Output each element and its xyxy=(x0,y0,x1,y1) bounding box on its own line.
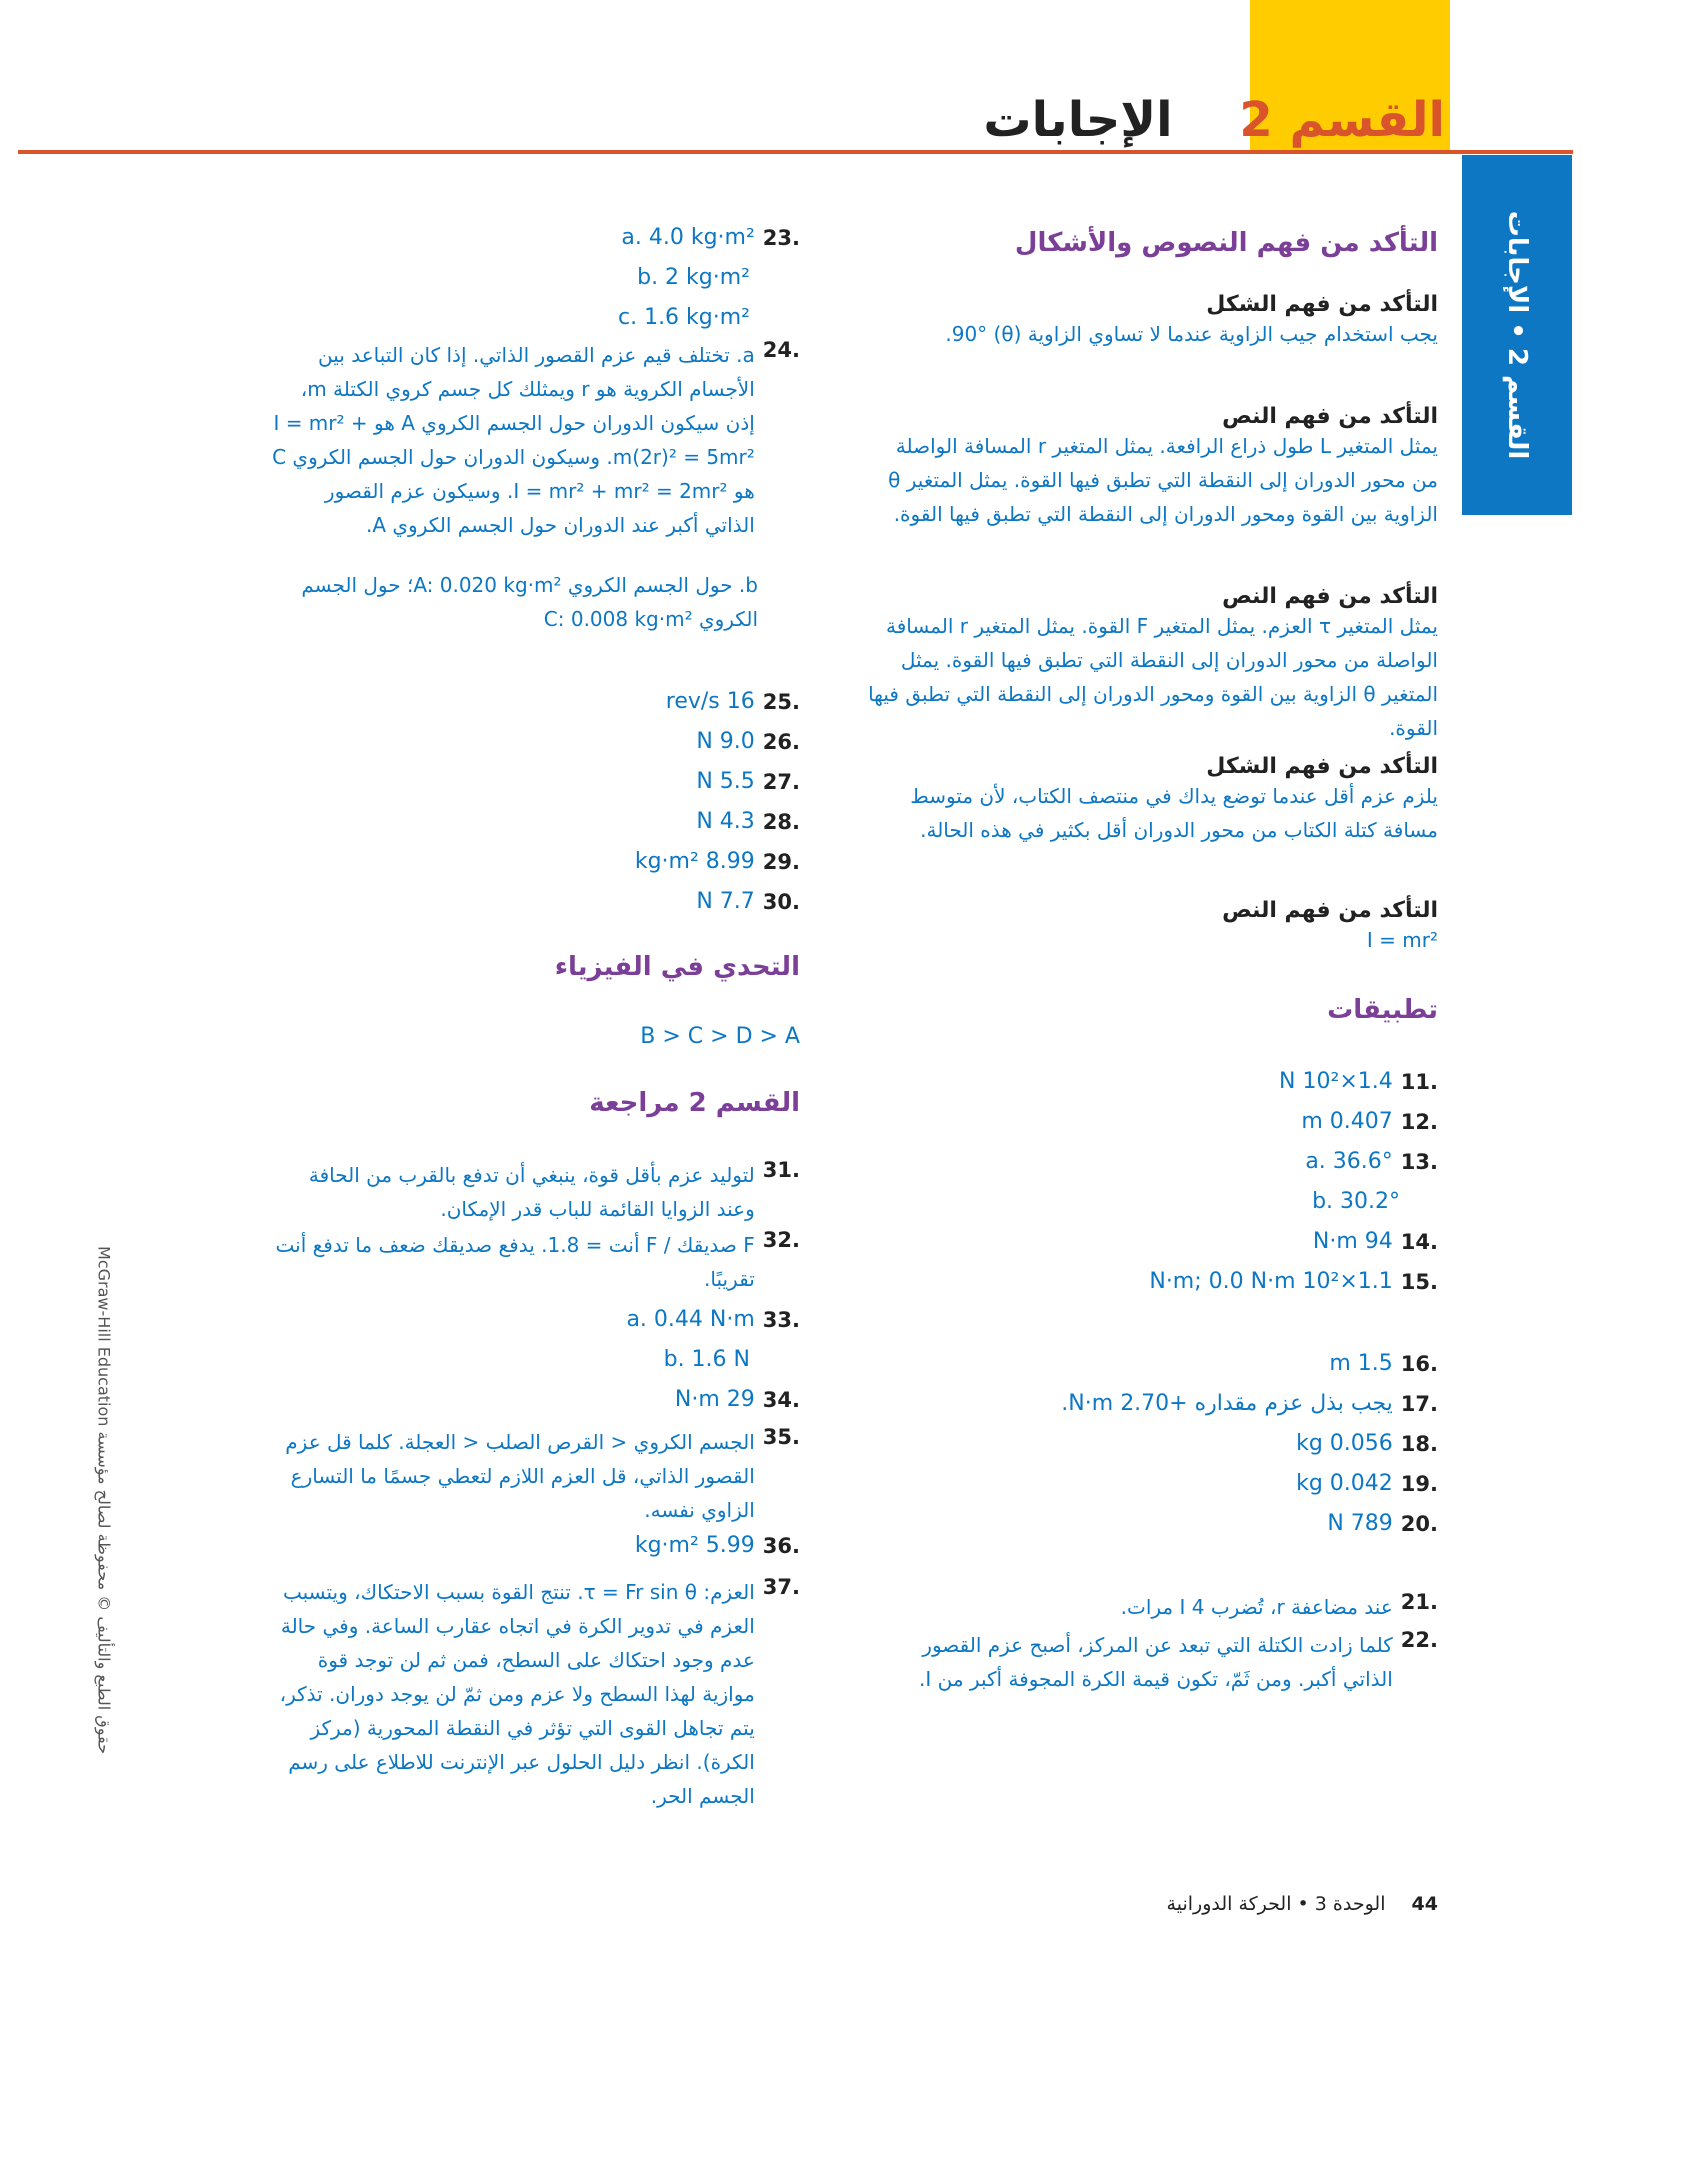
check-text: يمثل المتغير τ العزم. يمثل المتغير F القوة. يمثل المتغير r المسافة الواصلة من محور الدوران إلى النقطة التي تطبق فيها القوة. يمثل المتغير θ الزاوية بين القوة ومحور الدوران إلى النقطة التي تطبق فيها القوة. xyxy=(868,614,1438,740)
list-item: .12 0.407 m xyxy=(1301,1109,1438,1134)
check-block-4 xyxy=(868,754,1438,847)
check-title: التأكد من فهم النص xyxy=(1222,404,1438,429)
list-item: .16 1.5 m xyxy=(1329,1351,1438,1376)
section-word: القسم xyxy=(1289,92,1445,148)
list-item: .23 a. 4.0 kg·m² xyxy=(621,225,800,250)
check-title: التأكد من فهم النص xyxy=(1222,584,1438,609)
list-item: .14 94 N·m xyxy=(1312,1229,1438,1254)
list-item: .33 a. 0.44 N·m xyxy=(626,1307,800,1332)
list-item: b. 30.2° xyxy=(1312,1189,1400,1214)
question-31: .31 لتوليد عزم بأقل قوة، ينبغي أن تدفع بالقرب من الحافة وعند الزوايا القائمة للباب قدر الإمكان. xyxy=(308,1158,800,1221)
list-item: b. 1.6 N xyxy=(663,1347,750,1372)
challenge-answer: B > C > D > A xyxy=(640,1024,800,1049)
list-item: b. 2 kg·m² xyxy=(637,265,750,290)
question-22: .22 كلما زادت الكتلة التي تبعد عن المركز، أصبح عزم القصور الذاتي أكبر. ومن ثَمّ، تكون قيمة الكرة المجوفة أكبر من I. xyxy=(919,1628,1438,1691)
right-column xyxy=(878,228,1438,258)
question-21: .21 عند مضاعفة r، تُضرب I 4 مرات. xyxy=(1120,1590,1438,1619)
list-item: .36 5.99 kg·m² xyxy=(634,1533,800,1558)
check-block-3 xyxy=(868,584,1438,745)
applications-list xyxy=(878,1062,1438,1544)
review-heading: القسم 2 مراجعة xyxy=(589,1088,800,1118)
q23-list xyxy=(280,218,800,338)
check-block-5 xyxy=(868,898,1438,957)
list-item: .11 1.4×10² N xyxy=(1279,1069,1438,1094)
challenge-heading: التحدي في الفيزياء xyxy=(554,952,800,982)
list-item: .30 7.7 N xyxy=(696,889,800,914)
question-35: .35 الجسم الكروي < القرص الصلب < العجلة. كلما قل عزم القصور الذاتي، قل العزم اللازم لتعطي جسمًا ما التسارع الزاوي نفسه. xyxy=(285,1425,800,1522)
check-title: التأكد من فهم النص xyxy=(1222,898,1438,923)
check-text: I = mr² xyxy=(1366,928,1438,952)
list-item: .27 5.5 N xyxy=(696,769,800,794)
q33-34-list xyxy=(280,1300,800,1420)
question-36 xyxy=(280,1526,800,1566)
question-37: .37 العزم: τ = Fr sin θ. تنتج القوة بسبب الاحتكاك، ويتسبب العزم في تدوير الكرة في اتجاه عقارب الساعة. وفي حالة عدم وجود احتكاك على السطح، فمن ثم لن توجد قوة موازية لهذا السطح ولا عزم ومن ثمّ لن يوجد دوران. تذكر، يتم تجاهل القوى التي تؤثر في النقطة المحورية (مركز الكرة). انظر دليل الحلول عبر الإنترنت للاطلاع على رسم الجسم الحر. xyxy=(279,1575,800,1808)
check-text: يمثل المتغير L طول ذراع الرافعة. يمثل المتغير r المسافة الواصلة من محور الدوران إلى النقطة التي تطبق فيها القوة. يمثل المتغير θ الزاوية بين القوة ومحور الدوران إلى النقطة التي تطبق فيها القوة. xyxy=(888,434,1438,526)
question-24a: .24 a. تختلف قيم عزم القصور الذاتي. إذا كان التباعد بين الأجسام الكروية هو r ويمثلك كل جسم كروي الكتلة m، إذن سيكون الدوران حول الجسم الكروي A هو I = mr² + m(2r)² = 5mr². وسيكون الدوران حول الجسم الكروي C هو I = mr² + mr² = 2mr². وسيكون عزم القصور الذاتي أكبر عند الدوران حول الجسم الكروي A. xyxy=(272,338,800,537)
check-block-1 xyxy=(868,292,1438,351)
list-item: .29 8.99 kg·m² xyxy=(634,849,800,874)
page-title xyxy=(983,92,1445,148)
check-title: التأكد من فهم الشكل xyxy=(1206,292,1438,317)
side-tab-label: القسم 2 • الإجابات xyxy=(1502,210,1532,460)
question-32: .32 F صديقك / F أنت = 1.8. يدفع صديقك ضعف ما تدفع أنت تقريبًا. xyxy=(275,1228,800,1291)
answers-title: الإجابات xyxy=(983,92,1173,148)
check-text: يلزم عزم أقل عندما توضع يداك في منتصف الكتاب، لأن متوسط مسافة كتلة الكتاب من محور الدوران أقل بكثير في هذه الحالة. xyxy=(910,784,1438,842)
applications-heading: تطبيقات xyxy=(1327,995,1438,1025)
list-item: .28 4.3 N xyxy=(696,809,800,834)
unit-title: الوحدة 3 • الحركة الدورانية xyxy=(1166,1893,1386,1915)
list-item: .17 يجب بذل عزم مقداره +2.70 N·m. xyxy=(1061,1391,1438,1416)
list-item: c. 1.6 kg·m² xyxy=(617,305,750,330)
header-rule xyxy=(18,150,1573,154)
list-item: .18 0.056 kg xyxy=(1296,1431,1438,1456)
check-block-2 xyxy=(868,404,1438,531)
list-item: .20 789 N xyxy=(1327,1511,1438,1536)
list-item: .34 29 N·m xyxy=(674,1387,800,1412)
page-footer xyxy=(1167,1893,1438,1915)
list-item: .19 0.042 kg xyxy=(1296,1471,1438,1496)
right-heading: التأكد من فهم النصوص والأشكال xyxy=(1014,228,1438,258)
copyright-credit: حقوق الطبع والتأليف © محفوظة لصالح مؤسسة McGraw-Hill Education xyxy=(94,1246,114,1754)
section-number: 2 xyxy=(1239,92,1273,148)
list-item: .15 1.1×10² N·m; 0.0 N·m xyxy=(1149,1269,1438,1294)
list-item: .13 a. 36.6° xyxy=(1305,1149,1438,1174)
check-text: يجب استخدام جيب الزاوية عندما لا تساوي الزاوية (θ) 90°. xyxy=(945,322,1438,346)
page-number: 44 xyxy=(1411,1893,1438,1915)
question-24b: b. حول الجسم الكروي A: 0.020 kg·m²؛ حول الجسم الكروي C: 0.008 kg·m² xyxy=(301,573,758,631)
answers-25-30 xyxy=(280,682,800,922)
check-title: التأكد من فهم الشكل xyxy=(1206,754,1438,779)
list-item: .26 9.0 N xyxy=(696,729,800,754)
list-item: .25 16 rev/s xyxy=(665,689,800,714)
